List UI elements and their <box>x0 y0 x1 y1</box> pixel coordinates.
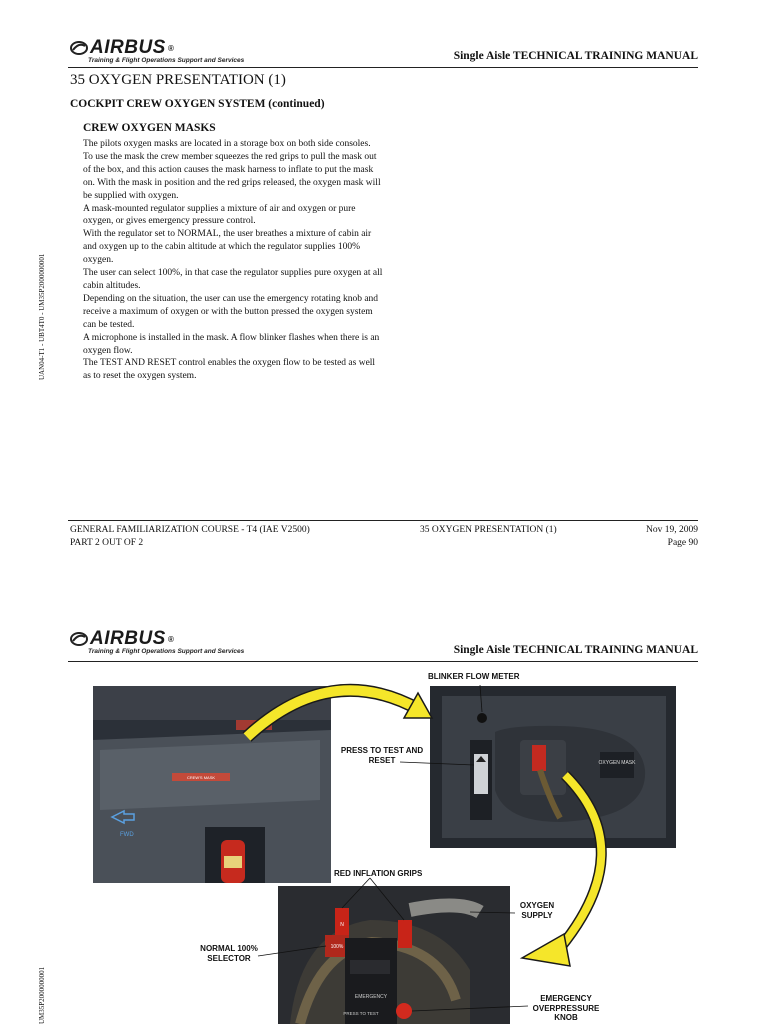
right-red-grip <box>398 920 412 948</box>
manual-title: Single Aisle TECHNICAL TRAINING MANUAL <box>453 644 698 656</box>
pct-100-mark: 100% <box>330 944 344 950</box>
console-photo <box>93 686 331 883</box>
side-document-code: UAN04-T1 - UBT4T0 - UM35P2000000001 <box>38 253 46 380</box>
airbus-logo: AIRBUS ® Training & Flight Operations Support and Services <box>70 37 244 64</box>
blinker-window <box>477 713 487 723</box>
airbus-logo: AIRBUS ® Training & Flight Operations Support and Services <box>70 628 244 655</box>
footer-rule <box>68 520 698 521</box>
paragraph: The TEST AND RESET control enables the oxygen flow to be tested as well as to reset the oxygen system. <box>83 358 376 382</box>
airbus-swirl-icon <box>70 40 88 56</box>
logo-text: AIRBUS <box>90 628 166 649</box>
logo-subtitle: Training & Flight Operations Support and Services <box>88 648 245 655</box>
label-blinker-flow-meter: BLINKER FLOW METER <box>428 672 520 681</box>
label-press-to-test-and-reset: PRESS TO TEST AND RESET <box>340 746 424 765</box>
press-to-test-mark: PRESS TO TEST <box>343 1011 379 1016</box>
label-red-inflation-grips: RED INFLATION GRIPS <box>334 869 423 878</box>
paragraph: The pilots oxygen masks are located in a storage box on both side consoles. <box>83 139 371 149</box>
section-title: COCKPIT CREW OXYGEN SYSTEM (continued) <box>70 98 325 110</box>
label-emergency-overpressure-knob: EMERGENCY OVERPRESSURE KNOB <box>532 994 600 1022</box>
subsection-title: CREW OXYGEN MASKS <box>83 122 216 134</box>
label-oxygen-supply: OXYGEN SUPPLY <box>519 901 555 920</box>
chapter-title: 35 OXYGEN PRESENTATION (1) <box>70 72 286 88</box>
paragraph: To use the mask the crew member squeezes the red grips to pull the mask out of the box, and this action causes the mask harness to inflate to put the mask on. With the mask in position and the red grips released, the oxygen mask will be supplied with oxygen. <box>83 151 381 201</box>
manual-page-91 <box>0 590 768 1024</box>
red-grip-box <box>532 745 546 771</box>
label-normal-100-selector: NORMAL 100% SELECTOR <box>200 944 258 963</box>
footer-part: PART 2 OUT OF 2 <box>70 538 144 548</box>
side-document-code: UM35P2000000001 <box>38 966 46 1024</box>
oxygen-mask-text: OXYGEN MASK <box>598 760 636 766</box>
crews-mask-text: CREW'S MASK <box>186 775 216 780</box>
paragraph: A microphone is installed in the mask. A flow blinker flashes when there is an oxygen flow. <box>83 332 380 356</box>
emergency-mark: EMERGENCY <box>354 994 388 1000</box>
header-rule <box>68 67 698 68</box>
footer-course: GENERAL FAMILIARIZATION COURSE - T4 (IAE V2500) <box>70 525 310 535</box>
fwd-label: FWD <box>120 832 134 838</box>
mask-regulator-photo <box>278 886 510 1024</box>
oxygen-hose <box>410 905 480 912</box>
footer-page: Page 90 <box>667 538 698 548</box>
paragraph: A mask-mounted regulator supplies a mixture of air and oxygen or pure oxygen, or gives emergency pressure control. <box>83 203 356 227</box>
paragraph: Depending on the situation, the user can use the emergency rotating knob and receive a maximum of oxygen or with the button pressed the oxygen system can be tested. <box>83 293 379 330</box>
logo-text: AIRBUS <box>90 37 166 58</box>
emergency-knob <box>396 1003 412 1019</box>
oxygen-mask-illustration <box>0 590 768 1024</box>
n-mark: N <box>340 922 344 928</box>
body-text <box>83 138 383 383</box>
logo-subtitle: Training & Flight Operations Support and Services <box>88 57 245 64</box>
footer-chapter: 35 OXYGEN PRESENTATION (1) <box>420 525 557 535</box>
manual-title: Single Aisle TECHNICAL TRAINING MANUAL <box>453 50 698 62</box>
paragraph: The user can select 100%, in that case the regulator supplies pure oxygen at all cabin altitudes. <box>83 268 383 291</box>
footer-date: Nov 19, 2009 <box>646 525 698 535</box>
storage-box-photo <box>430 686 676 848</box>
paragraph: With the regulator set to NORMAL, the user breathes a mixture of cabin air and oxygen up to the cabin altitude at which the regulator supplies 100% oxygen. <box>83 229 372 266</box>
